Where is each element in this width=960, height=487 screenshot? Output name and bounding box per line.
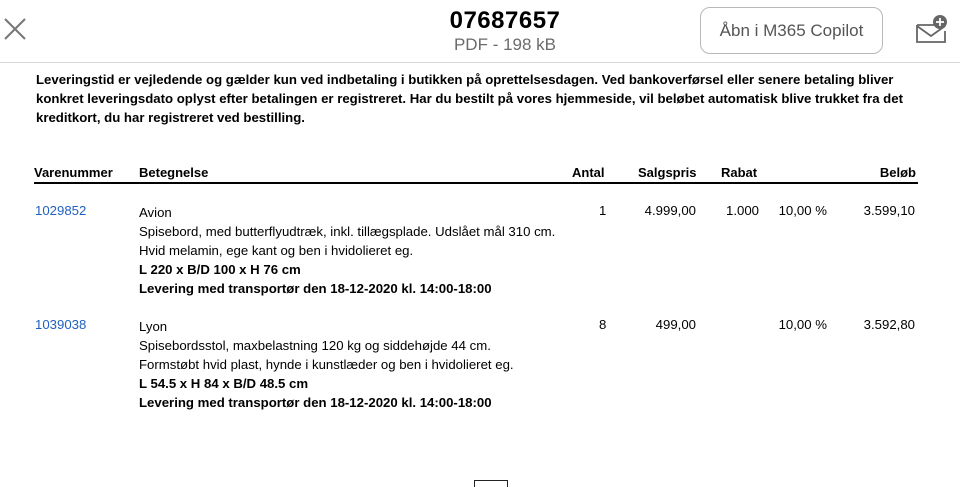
item-desc-line: Hvid melamin, ege kant og ben i hvidolieret eg. — [139, 243, 414, 258]
logo-fragment — [474, 480, 508, 487]
open-in-copilot-button[interactable]: Åbn i M365 Copilot — [700, 7, 883, 54]
item-discount-pct: 10,00 % — [778, 203, 827, 218]
col-rabat: Rabat — [721, 165, 758, 180]
item-dimensions: L 54.5 x H 84 x B/D 48.5 cm — [139, 376, 309, 391]
col-salgspris: Salgspris — [638, 165, 697, 180]
col-belob: Beløb — [879, 165, 916, 180]
document-subtitle: PDF - 198 kB — [453, 35, 557, 54]
mail-add-icon — [914, 13, 950, 45]
close-button[interactable] — [2, 16, 28, 42]
item-price: 499,00 — [655, 317, 696, 332]
item-dimensions: L 220 x B/D 100 x H 76 cm — [139, 262, 301, 277]
item-discount: 1.000 — [725, 203, 759, 218]
col-betegnelse: Betegnelse — [139, 165, 209, 180]
table-header — [34, 165, 918, 184]
item-desc-line: Formstøbt hvid plast, hynde i kunstlæder og ben i hvidolieret eg. — [139, 357, 514, 372]
mail-add-button[interactable] — [914, 13, 950, 45]
item-number-link[interactable]: 1039038 — [35, 317, 87, 332]
viewer-header — [0, 0, 960, 63]
document-title-block — [380, 7, 630, 55]
item-desc-line: Spisebord, med butterflyudtræk, inkl. tillægsplade. Udslået mål 310 cm. — [139, 224, 556, 239]
item-price: 4.999,00 — [644, 203, 696, 218]
item-name: Avion — [139, 205, 172, 220]
item-delivery: Levering med transportør den 18-12-2020 kl. 14:00-18:00 — [139, 281, 492, 296]
document-title: 07687657 — [449, 7, 561, 34]
close-icon — [3, 17, 27, 41]
item-discount-pct: 10,00 % — [778, 317, 827, 332]
delivery-info-text: Leveringstid er vejledende og gælder kun ved indbetaling i butikken på oprettelsesdagen. Ved bankoverførsel eller senere betaling bliver konkret leveringsdato oplyst efter betalingen er registreret. Har du bestilt på vores hjemmeside, vil beløbet automatisk blive trukket fra det kreditkort, du har registreret ved bestilling. — [36, 72, 903, 125]
item-delivery: Levering med transportør den 18-12-2020 kl. 14:00-18:00 — [139, 395, 492, 410]
item-description — [139, 317, 514, 412]
item-quantity: 1 — [599, 203, 607, 218]
col-antal: Antal — [572, 165, 605, 180]
col-varenummer: Varenummer — [34, 165, 113, 180]
item-amount: 3.592,80 — [863, 317, 915, 332]
item-amount: 3.599,10 — [863, 203, 915, 218]
item-name: Lyon — [139, 319, 168, 334]
item-description — [139, 203, 555, 298]
item-desc-line: Spisebordsstol, maxbelastning 120 kg og siddehøjde 44 cm. — [139, 338, 491, 353]
item-quantity: 8 — [599, 317, 607, 332]
item-number-link[interactable]: 1029852 — [35, 203, 87, 218]
